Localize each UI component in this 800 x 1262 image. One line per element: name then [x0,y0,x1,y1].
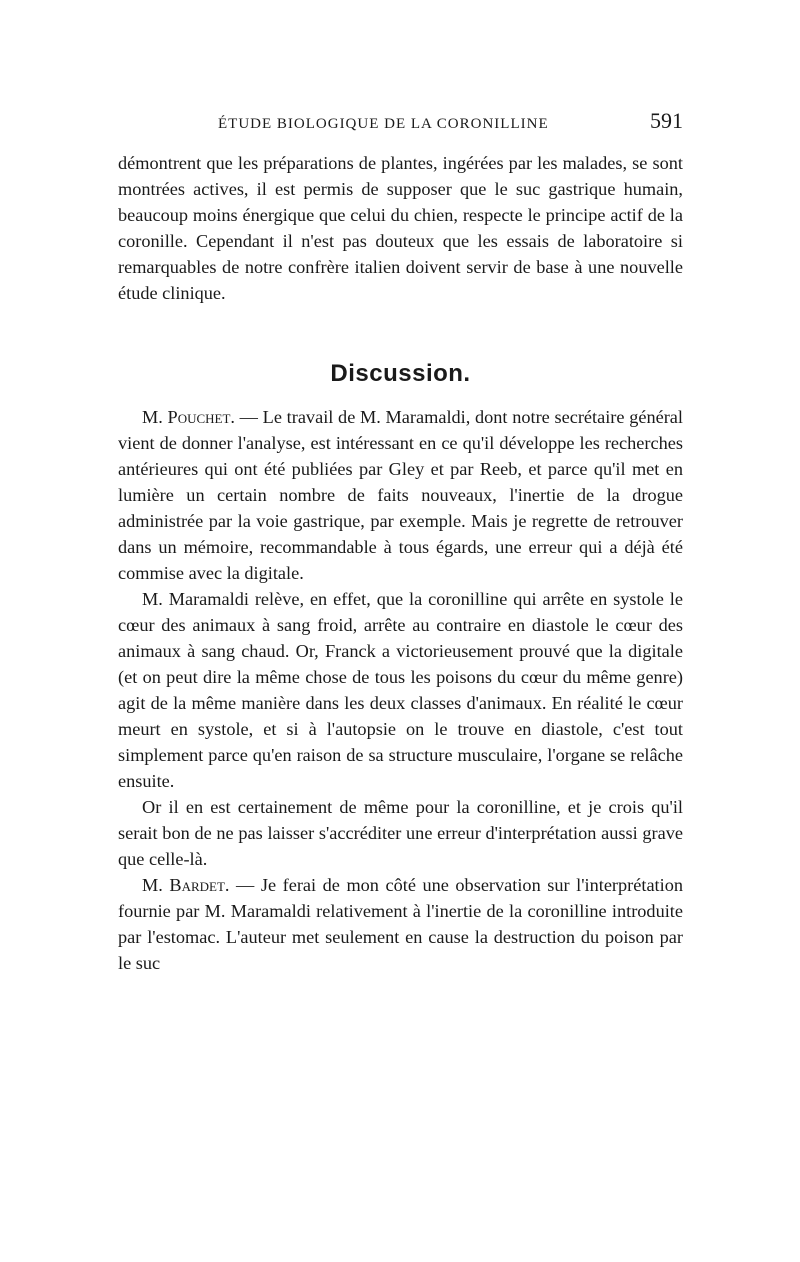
paragraph-text: Or il en est certainement de même pour la coronilline, et je crois qu'il serait bon de ne pas laisser s'accréditer une erreur d'interprétation aussi grave que celle-là. [118,797,683,869]
paragraph-maramaldi [118,586,683,794]
paragraph-bardet [118,872,683,976]
section-heading: Discussion. [330,360,471,387]
paragraph-pouchet [118,404,683,586]
speaker-name: M. Pouchet. [142,407,235,427]
running-head: ÉTUDE BIOLOGIQUE DE LA CORONILLINE [218,116,549,132]
paragraph-text: M. Maramaldi relève, en effet, que la coronilline qui arrête en systole le cœur des animaux à sang froid, arrête au contraire en diastole le cœur des animaux à sang chaud. Or, Franck a victorieusement prouvé que la digitale (et on peut dire la même chose de tous les poisons du cœur du même genre) agit de la même manière dans les deux classes d'animaux. En réalité le cœur meurt en systole, et si à l'autopsie on le trouve en diastole, c'est tout simplement parce qu'en raison de sa structure musculaire, l'organe se relâche ensuite. [118,589,683,791]
page-number: 591 [650,108,683,133]
discussion-body [118,404,683,976]
paragraph-text: — Le travail de M. Maramaldi, dont notre secrétaire général vient de donner l'analyse, est intéressant en ce qu'il développe les recherches antérieures qui ont été publiées par Gley et par Reeb, et parce qu'il met en lumière un certain nombre de faits nouveaux, l'inertie de la drogue administrée par la voie gastrique, par exemple. Mais je regrette de retrouver dans un mémoire, recommandable à tous égards, une erreur qui a déjà été commise avec la digitale. [118,407,683,583]
paragraph-coronilline [118,794,683,872]
paragraph-text: — Je ferai de mon côté une observation sur l'interprétation fournie par M. Maramaldi relativement à l'inertie de la coronilline introduite par l'estomac. L'auteur met seulement en cause la destruction du poison par le suc [118,875,683,973]
page-header [118,108,683,138]
intro-paragraph: démontrent que les préparations de plantes, ingérées par les malades, se sont montrées actives, il est permis de supposer que le suc gastrique humain, beaucoup moins énergique que celui du chien, respecte le principe actif de la coronille. Cependant il n'est pas douteux que les essais de laboratoire si remarquables de notre confrère italien doivent servir de base à une nouvelle étude clinique. [118,153,683,303]
speaker-name: M. Bardet. [142,875,230,895]
